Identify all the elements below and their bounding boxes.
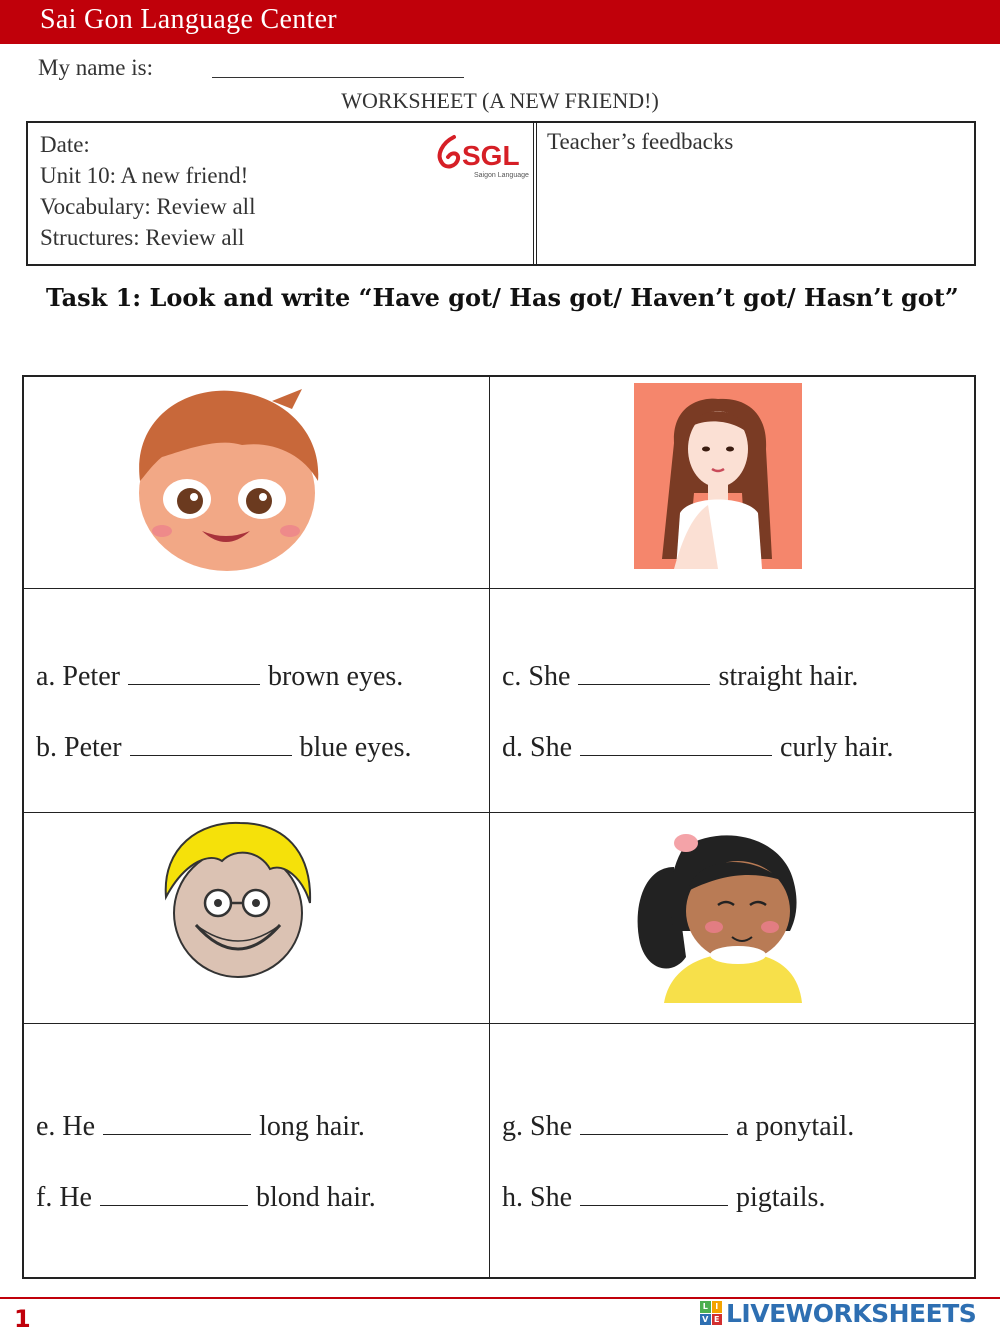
- sentence-d-start: d. She: [502, 732, 572, 763]
- grid-vertical-divider: [489, 377, 490, 1277]
- answer-blank-a[interactable]: [128, 662, 260, 685]
- sentence-h-start: h. She: [502, 1182, 572, 1213]
- answer-blank-b[interactable]: [130, 733, 292, 756]
- sentence-h-end: pigtails.: [736, 1182, 826, 1213]
- unit-label: Unit 10: A new friend!: [40, 163, 249, 188]
- boy-blond-hair-picture: [160, 817, 316, 981]
- sentence-a-start: a. Peter: [36, 661, 120, 692]
- sentence-g-end: a ponytail.: [736, 1111, 855, 1142]
- sentence-h: [502, 1182, 825, 1214]
- answer-blank-e[interactable]: [103, 1112, 251, 1135]
- sentence-b-end: blue eyes.: [299, 732, 412, 763]
- grid-divider: [24, 1023, 974, 1024]
- sentence-b: [36, 732, 412, 764]
- sentence-c: [502, 661, 858, 693]
- logo-subtext: Saigon Language: [474, 172, 529, 179]
- info-lines: [40, 129, 255, 253]
- grid-divider: [24, 812, 974, 813]
- worksheet-title: WORKSHEET (A NEW FRIEND!): [341, 88, 659, 113]
- name-input-line[interactable]: [212, 77, 464, 78]
- date-label: Date:: [40, 132, 90, 157]
- task-title: Task 1: Look and write “Have got/ Has got/ Haven’t got/ Hasn’t got”: [46, 283, 959, 312]
- exercise-grid: [22, 375, 976, 1279]
- sentence-d: [502, 732, 894, 764]
- header-title: Sai Gon Language Center: [40, 4, 337, 35]
- answer-blank-g[interactable]: [580, 1112, 728, 1135]
- liveworksheets-text: LIVEWORKSHEETS: [726, 1298, 977, 1328]
- sentence-g-start: g. She: [502, 1111, 572, 1142]
- sgl-logo: [432, 131, 532, 183]
- answer-blank-f[interactable]: [100, 1183, 248, 1206]
- sentence-e: [36, 1111, 365, 1143]
- sentence-a: [36, 661, 403, 693]
- liveworksheets-brand[interactable]: [700, 1298, 976, 1328]
- sentence-b-start: b. Peter: [36, 732, 122, 763]
- badge-letter: E: [712, 1314, 723, 1326]
- badge-letter: L: [700, 1301, 711, 1313]
- answer-blank-c[interactable]: [578, 662, 710, 685]
- woman-straight-hair-picture: [634, 383, 802, 569]
- sentence-e-start: e. He: [36, 1111, 96, 1142]
- structures-label: Structures: Review all: [40, 225, 245, 250]
- logo-text: SGL: [462, 140, 520, 171]
- liveworksheets-logo-icon: [700, 1301, 722, 1325]
- info-box: [26, 121, 976, 266]
- sentence-a-end: brown eyes.: [267, 661, 404, 692]
- vocabulary-label: Vocabulary: Review all: [40, 194, 256, 219]
- page-number: 1: [14, 1305, 31, 1333]
- badge-letter: I: [712, 1301, 723, 1313]
- sentence-c-start: c. She: [502, 661, 571, 692]
- grid-divider: [24, 588, 974, 589]
- sentence-f-start: f. He: [36, 1182, 92, 1213]
- answer-blank-d[interactable]: [580, 733, 772, 756]
- answer-blank-h[interactable]: [580, 1183, 728, 1206]
- sentence-c-end: straight hair.: [718, 661, 859, 692]
- sentence-f: [36, 1182, 376, 1214]
- sentence-g: [502, 1111, 854, 1143]
- boy-brown-hair-picture: [122, 381, 342, 577]
- feedback-label: Teacher’s feedbacks: [547, 129, 734, 154]
- sentence-f-end: blond hair.: [255, 1182, 376, 1213]
- info-divider: [533, 123, 537, 264]
- sentence-d-end: curly hair.: [780, 732, 894, 763]
- name-label: My name is:: [38, 55, 153, 80]
- badge-letter: V: [700, 1314, 711, 1326]
- sentence-e-end: long hair.: [259, 1111, 365, 1142]
- girl-ponytail-picture: [634, 827, 804, 1003]
